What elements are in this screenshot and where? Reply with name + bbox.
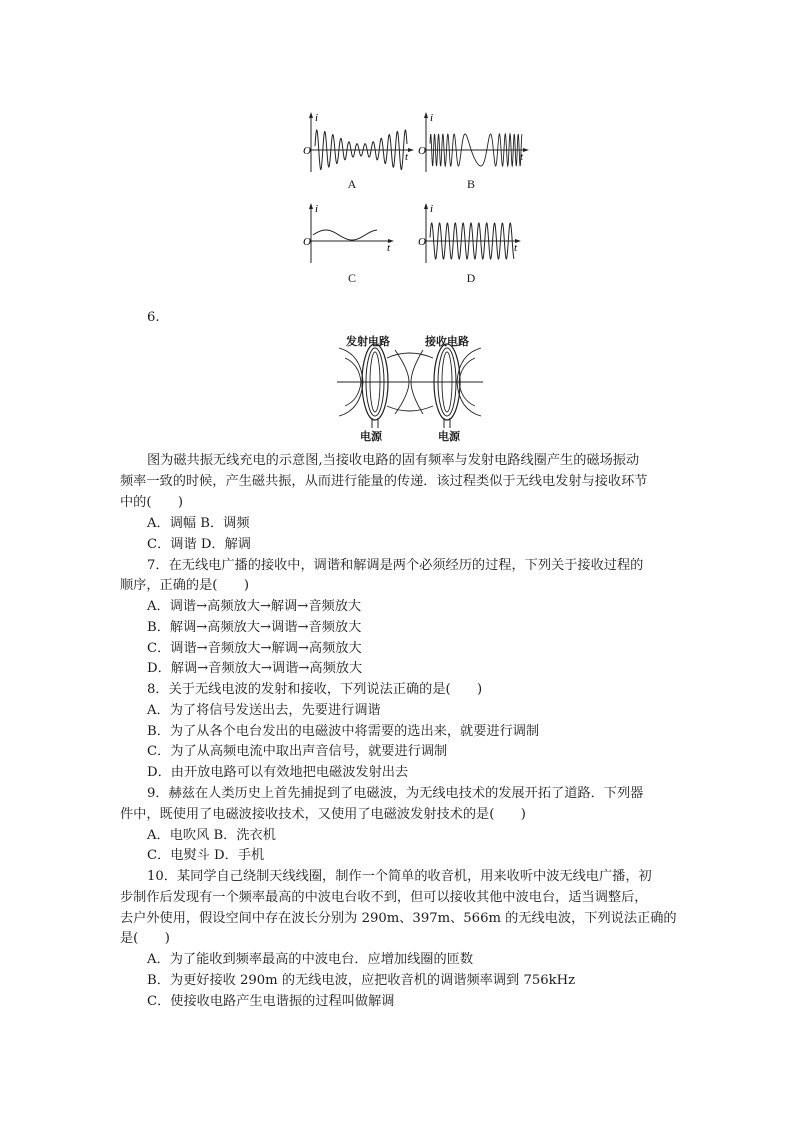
question-9-option-ab: A．电吹风 B．洗衣机 (147, 828, 276, 843)
axis-i-label: i (430, 112, 434, 124)
question-6-option-cd: C．调谐 D．解调 (147, 537, 251, 552)
question-7-option-d: D．解调→音频放大→调谐→高频放大 (147, 661, 363, 676)
caption-b: B (466, 177, 475, 191)
axis-t-label: t (514, 242, 518, 254)
question-9-stem-line-2: 件中，既使用了电磁波接收技术，又使用了电磁波发射技术的是( ) (120, 807, 526, 822)
question-10-stem-line-4: 是( ) (120, 931, 170, 946)
question-10-stem-line-2: 步制作后发现有一个频率最高的中波电台收不到，但可以接收其他中波电台，适当调整后， (120, 890, 648, 905)
question-8-stem-line-1: 8．关于无线电波的发射和接收，下列说法正确的是( ) (147, 682, 483, 697)
caption-a: A (347, 177, 357, 191)
label-power-source-right: 电源 (438, 430, 460, 443)
label-receive-circuit: 接收电路 (425, 335, 469, 348)
question-8-option-b: B．为了从各个电台发出的电磁波中将需要的选出来，就要进行调制 (147, 724, 540, 739)
question-6-stem-line-3: 中的( ) (120, 495, 184, 510)
waveform-graph-b (418, 112, 530, 174)
question-10-stem-line-1: 10．某同学自己绕制天线线圈，制作一个简单的收音机，用来收听中波无线电广播，初 (147, 869, 652, 884)
question-7-stem-line-1: 7．在无线电广播的接收中，调谐和解调是两个必须经历的过程，下列关于接收过程的 (147, 558, 644, 573)
axis-t-label: t (520, 151, 524, 163)
question-10-option-c: C．使接收电路产生电谐振的过程叫做解调 (147, 994, 395, 1009)
origin-label: O (303, 145, 311, 157)
question-7-option-a: A．调谐→高频放大→解调→音频放大 (147, 599, 362, 614)
question-8-option-c: C．为了从高频电流中取出声音信号，就要进行调制 (147, 744, 448, 759)
axis-i-label: i (430, 203, 434, 215)
caption-c: C (347, 271, 356, 285)
label-power-source-left: 电源 (360, 430, 382, 443)
origin-label: O (303, 236, 311, 248)
question-7-option-b: B．解调→高频放大→调谐→音频放大 (147, 620, 362, 635)
question-10-option-a: A．为了能收到频率最高的中波电台．应增加线圈的匝数 (147, 952, 474, 967)
waveform-graph-a (303, 112, 415, 174)
waveform-graph-d (418, 203, 530, 265)
question-10-stem-line-3: 去户外使用，假设空间中存在波长分别为 290m、397m、566m 的无线电波，下列说法正确的 (120, 911, 677, 926)
question-9-stem-line-1: 9．赫兹在人类历史上首先捕捉到了电磁波，为无线电技术的发展开拓了道路．下列器 (147, 786, 644, 801)
label-transmit-circuit: 发射电路 (346, 335, 390, 348)
caption-d: D (466, 271, 476, 285)
question-6-stem-line-2: 频率一致的时候，产生磁共振，从而进行能量的传递．该过程类似于无线电发射与接收环节 (120, 474, 648, 489)
axis-t-label: t (405, 151, 409, 163)
question-8-option-a: A．为了将信号发送出去，先要进行调谐 (147, 703, 381, 718)
question-7-stem-line-2: 顺序，正确的是( ) (120, 578, 249, 593)
axis-i-label: i (315, 112, 319, 124)
origin-label: O (418, 145, 426, 157)
waveform-graph-c (303, 203, 415, 265)
question-8-option-d: D．由开放电路可以有效地把电磁波发射出去 (147, 765, 409, 780)
axis-t-label: t (387, 242, 391, 254)
question-6-number: 6. (147, 310, 160, 325)
question-9-option-cd: C．电熨斗 D．手机 (147, 848, 265, 863)
question-6-option-ab: A．调幅 B．调频 (147, 516, 250, 531)
origin-label: O (418, 236, 426, 248)
question-6-stem-line-1: 图为磁共振无线充电的示意图,当接收电路的固有频率与发射电路线圈产生的磁场振动 (147, 453, 640, 468)
question-7-option-c: C．调谐→音频放大→解调→高频放大 (147, 641, 362, 656)
axis-i-label: i (315, 203, 319, 215)
question-10-option-b: B．为更好接收 290m 的无线电波，应把收音机的调谐频率调到 756kHz (147, 973, 576, 988)
